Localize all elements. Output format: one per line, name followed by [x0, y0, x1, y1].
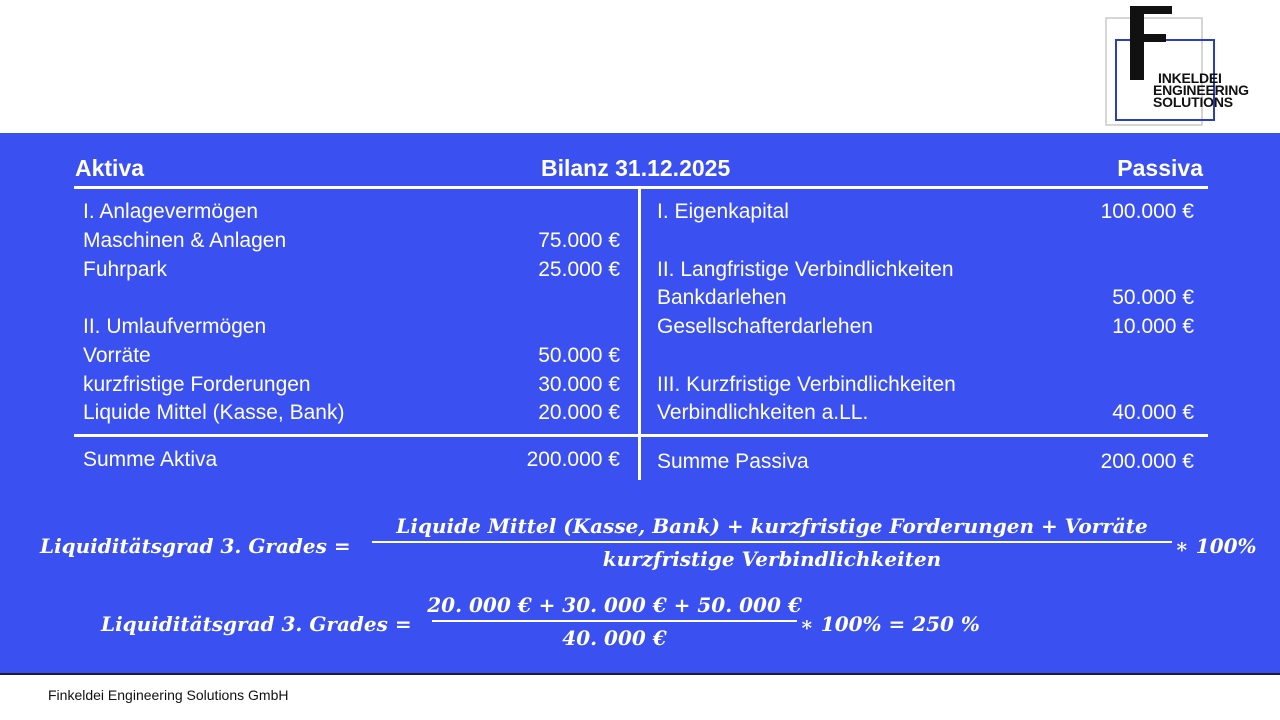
bottom-divider	[0, 673, 1280, 675]
formula2-fraction-bar	[432, 620, 797, 622]
formula1-numerator: Liquide Mittel (Kasse, Bank) + kurzfristige Forderungen + Vorräte	[396, 514, 1148, 538]
logo-line-1: INKELDEI	[1158, 70, 1222, 86]
passiva-row-label: I. Eigenkapital	[657, 200, 789, 223]
passiva-row-amount: 100.000 €	[1100, 200, 1194, 223]
aktiva-row-label: Vorräte	[83, 344, 151, 367]
passiva-header: Passiva	[1117, 155, 1203, 181]
logo-line-3: SOLUTIONS	[1153, 94, 1233, 110]
aktiva-row-label: Liquide Mittel (Kasse, Bank)	[83, 401, 345, 424]
formula2-numerator: 20. 000 € + 30. 000 € + 50. 000 €	[427, 593, 802, 617]
sum-divider	[74, 434, 1208, 437]
passiva-row-label: Verbindlichkeiten a.LL.	[657, 401, 869, 424]
formula2-denominator: 40. 000 €	[562, 626, 667, 650]
aktiva-row-amount: 75.000 €	[538, 229, 620, 252]
passiva-row-label: II. Langfristige Verbindlichkeiten	[657, 258, 954, 281]
aktiva-row-label: II. Umlaufvermögen	[83, 315, 267, 338]
formula1-fraction-bar	[372, 541, 1172, 543]
aktiva-row-label: kurzfristige Forderungen	[83, 373, 311, 396]
formula2-suffix: ∗ 100% = 250 %	[800, 612, 980, 636]
aktiva-row-amount: 30.000 €	[538, 373, 620, 396]
passiva-row-amount: 40.000 €	[1112, 401, 1194, 424]
sum-passiva-label: Summe Passiva	[657, 450, 809, 473]
passiva-row-label: Gesellschafterdarlehen	[657, 315, 873, 338]
sum-passiva-amount: 200.000 €	[1100, 450, 1194, 473]
passiva-row-amount: 50.000 €	[1112, 286, 1194, 309]
company-logo	[1104, 4, 1276, 128]
aktiva-row-label: Maschinen & Anlagen	[83, 229, 287, 252]
header-divider	[74, 186, 1208, 189]
formula1-denominator: kurzfristige Verbindlichkeiten	[602, 547, 942, 571]
aktiva-row-amount: 50.000 €	[538, 344, 620, 367]
sum-aktiva-label: Summe Aktiva	[83, 448, 218, 471]
passiva-row-amount: 10.000 €	[1112, 315, 1194, 338]
sum-aktiva-amount: 200.000 €	[526, 448, 620, 471]
formula1-fraction	[372, 514, 1172, 571]
passiva-row-label: Bankdarlehen	[657, 286, 787, 309]
formula2-lhs: Liquiditätsgrad 3. Grades =	[101, 612, 412, 636]
formula1-suffix: ∗ 100%	[1175, 534, 1257, 558]
balance-panel	[0, 133, 1280, 673]
aktiva-row-amount: 20.000 €	[538, 401, 620, 424]
passiva-row-label: III. Kurzfristige Verbindlichkeiten	[657, 373, 956, 396]
balance-title: Bilanz 31.12.2025	[541, 155, 731, 181]
footer-company-name: Finkeldei Engineering Solutions GmbH	[48, 687, 289, 703]
formula1-lhs: Liquiditätsgrad 3. Grades =	[40, 534, 351, 558]
aktiva-row-amount: 25.000 €	[538, 258, 620, 281]
logo-line-2: ENGINEERING	[1153, 82, 1249, 98]
formula2-fraction	[427, 593, 802, 650]
aktiva-row-label: Fuhrpark	[83, 258, 168, 281]
aktiva-row-label: I. Anlagevermögen	[83, 200, 259, 223]
aktiva-header: Aktiva	[75, 155, 145, 181]
